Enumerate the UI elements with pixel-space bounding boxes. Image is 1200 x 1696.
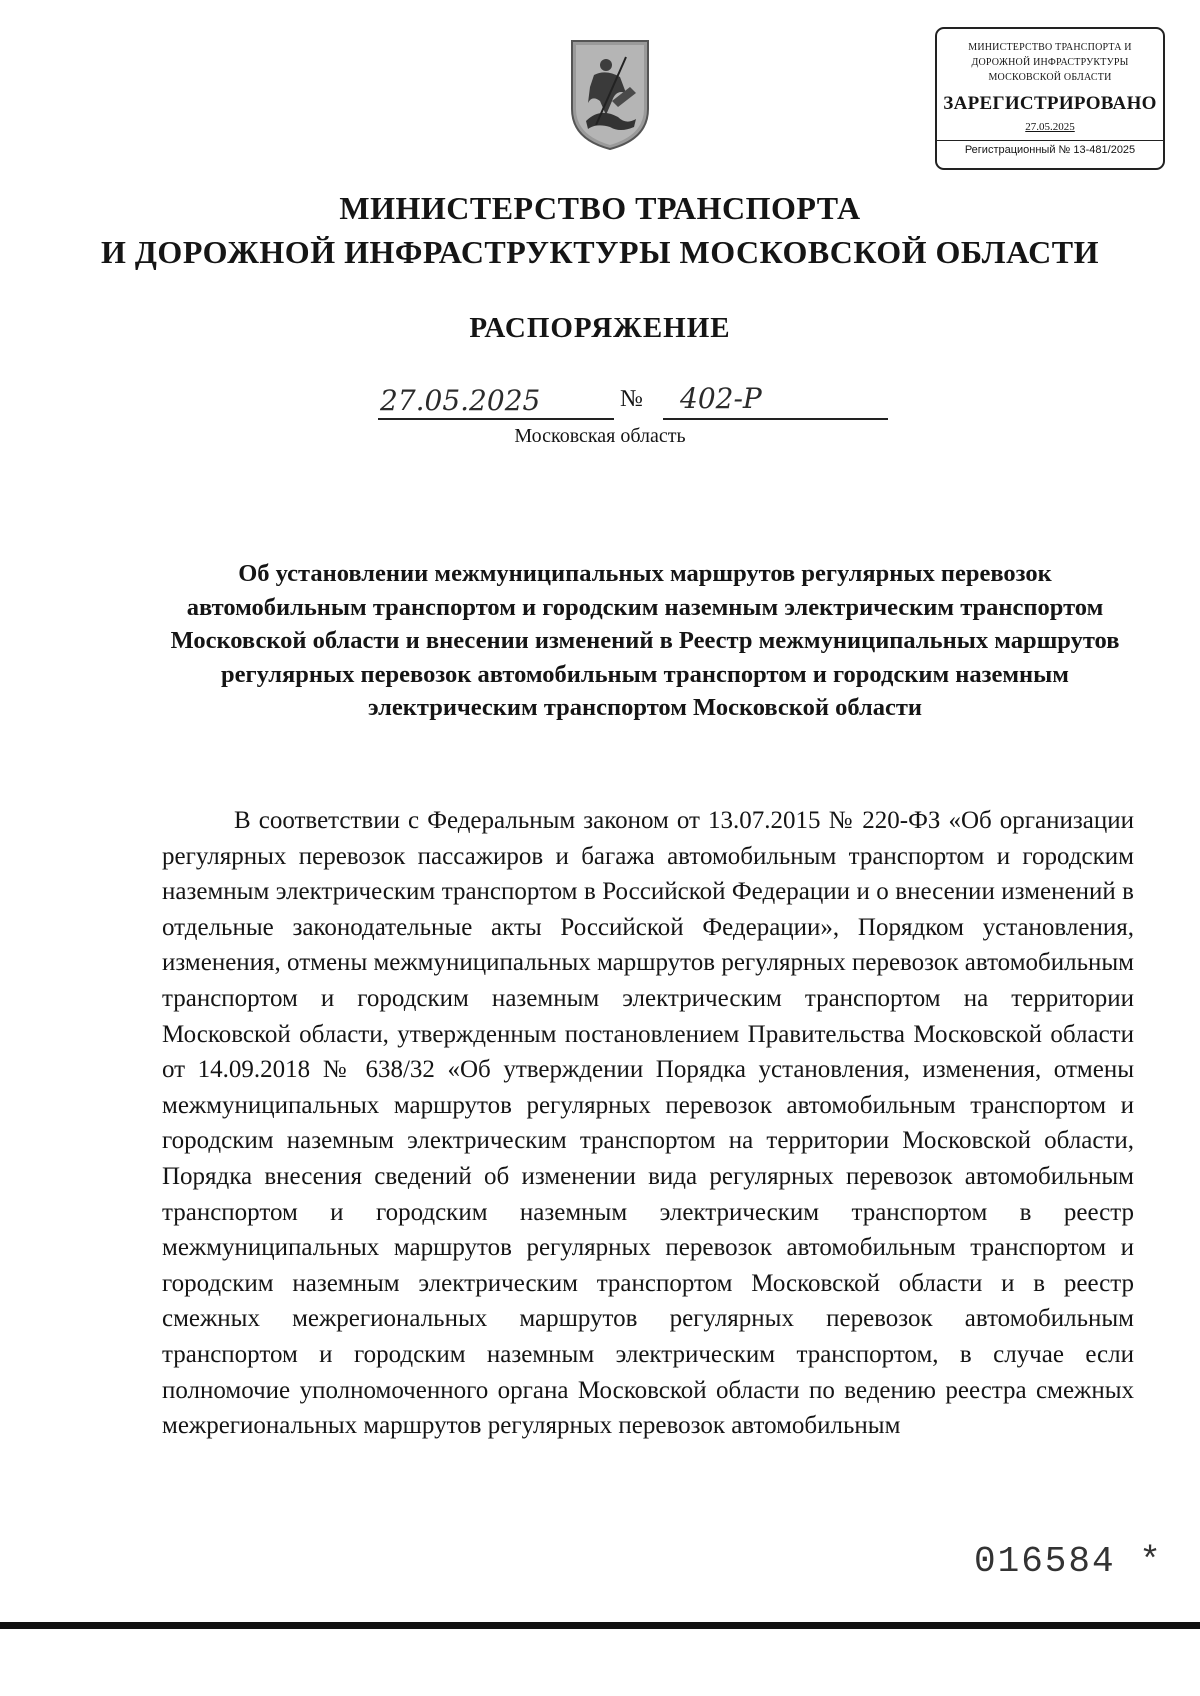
serial-number: 016584 * [974,1541,1163,1582]
document-type: РАСПОРЯЖЕНИЕ [469,312,731,344]
coat-of-arms-icon [566,35,654,153]
place-of-issue: Московская область [514,425,686,447]
scan-edge-line [0,1622,1200,1629]
ministry-name-line1: МИНИСТЕРСТВО ТРАНСПОРТА [339,190,861,226]
stamp-reg-number: Регистрационный № 13-481/2025 [937,140,1163,156]
date-underline [378,418,614,420]
handwritten-date: 27.05.2025 [380,384,541,417]
registration-stamp [935,27,1165,170]
ministry-name-line2: И ДОРОЖНОЙ ИНФРАСТРУКТУРЫ МОСКОВСКОЙ ОБЛАСТИ [101,234,1099,270]
stamp-status: ЗАРЕГИСТРИРОВАНО [943,93,1157,114]
handwritten-number: 402-Р [680,382,762,415]
stamp-org-line3: МОСКОВСКОЙ ОБЛАСТИ [988,72,1112,83]
number-sign: № [620,386,643,412]
stamp-org-line2: ДОРОЖНОЙ ИНФРАСТРУКТУРЫ [971,57,1129,68]
number-underline [663,418,888,420]
body-paragraph: В соответствии с Федеральным законом от 13.07.2015 № 220-ФЗ «Об организации регулярных перевозок пассажиров и багажа автомобильным транспортом и городским наземным электрическим транспортом в Российской Федерации и о внесении изменений в отдельные законодательные акты Российской Федерации», Порядком установления, изменения, отмены межмуниципальных маршрутов регулярных перевозок автомобильным транспортом и городским наземным электрическим транспортом на территории Московской области, утвержденным постановлением Правительства Московской области от 14.09.2018 № 638/32 «Об утверждении Порядка установления, изменения, отмены межмуниципальных маршрутов регулярных перевозок автомобильным транспортом и городским наземным электрическим транспортом на территории Московской области, Порядка внесения сведений об изменении вида регулярных перевозок автомобильным транспортом и городским наземным электрическим транспортом в реестр межмуниципальных маршрутов регулярных перевозок автомобильным транспортом и городским наземным электрическим транспортом Московской области и в реестр смежных межрегиональных маршрутов регулярных перевозок автомобильным транспортом и городским наземным электрическим транспортом, в случае если полномочие уполномоченного органа Московской области по ведению реестра смежных межрегиональных маршрутов регулярных перевозок автомобильным [162,807,1134,1440]
stamp-org-line1: МИНИСТЕРСТВО ТРАНСПОРТА И [968,42,1132,53]
stamp-date: 27.05.2025 [1025,121,1075,133]
document-title: Об установлении межмуниципальных маршрутов регулярных перевозок автомобильным транспортом и городским наземным электрическим транспортом Московской области и внесении изменений в Реестр межмуниципальных маршрутов регулярных перевозок автомобильным транспортом и городским наземным электрическим транспортом Московской области [170,560,1120,721]
